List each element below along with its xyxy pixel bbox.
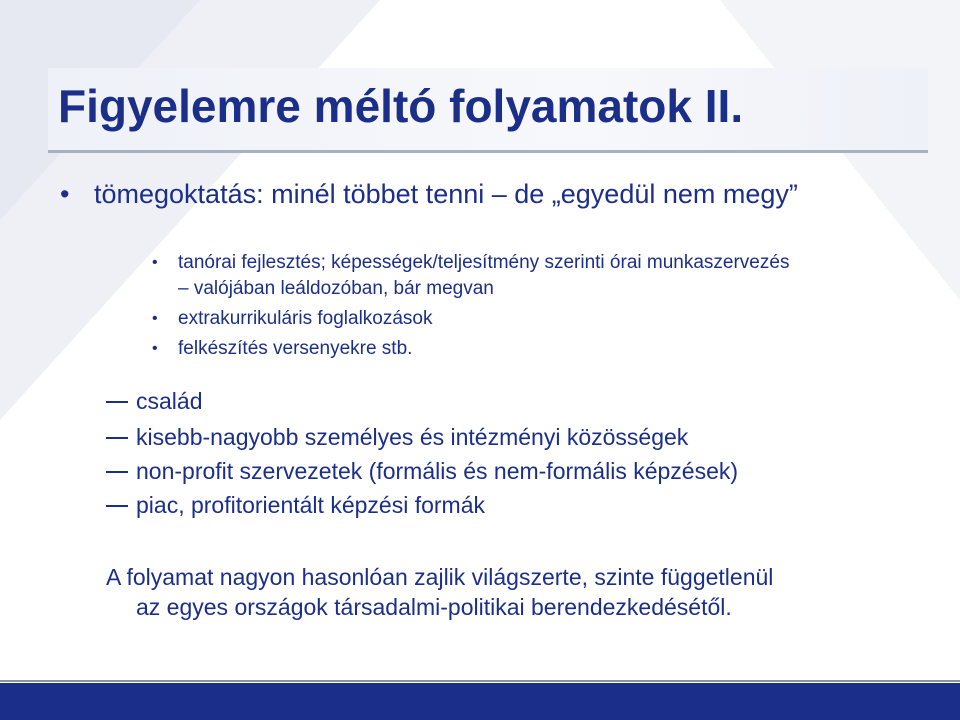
sub-item [152, 306, 792, 332]
slide-title: Figyelemre méltó folyamatok II. [58, 80, 744, 132]
dash-item [106, 422, 906, 452]
dash-item-text: kisebb-nagyobb személyes és intézményi közösségek [136, 424, 689, 450]
dash-bullet-icon [106, 471, 128, 473]
sub-item-text: tanórai fejlesztés; képességek/teljesítmény szerinti órai munkaszervezés – valójában leáldozóban, bár megvan [178, 252, 790, 299]
closing-paragraph [106, 562, 906, 622]
bullet-dot-icon: • [152, 340, 158, 357]
dash-bullet-icon [106, 401, 128, 403]
closing-line-1: A folyamat nagyon hasonlóan zajlik világszerte, szinte függetlenül [106, 564, 774, 590]
bullet-dot-icon: • [60, 179, 70, 209]
dash-item [106, 386, 906, 416]
sub-item-text: extrakurrikuláris foglalkozások [178, 308, 433, 329]
dash-bullet-icon [106, 505, 128, 507]
dash-item-text: piac, profitorientált képzési formák [136, 492, 485, 518]
closing-line-2: az egyes országok társadalmi-politikai berendezkedésétől. [136, 594, 732, 620]
sub-item [152, 336, 792, 362]
bullet-dot-icon: • [152, 254, 158, 271]
title-divider [48, 150, 928, 153]
sub-item [152, 250, 792, 302]
dash-item [106, 456, 906, 486]
dash-bullet-icon [106, 437, 128, 439]
dash-item-text: non-profit szervezetek (formális és nem-formális képzések) [136, 458, 739, 484]
bullet-dot-icon: • [152, 310, 158, 327]
footer-divider [0, 680, 960, 682]
dash-item-text: család [136, 388, 203, 414]
dash-item [106, 490, 906, 520]
sub-item-text: felkészítés versenyekre stb. [178, 338, 413, 359]
bullet-main-text: tömegoktatás: minél többet tenni – de „egyedül nem megy” [94, 179, 798, 209]
footer-bar [0, 683, 960, 720]
bullet-main [60, 176, 850, 212]
